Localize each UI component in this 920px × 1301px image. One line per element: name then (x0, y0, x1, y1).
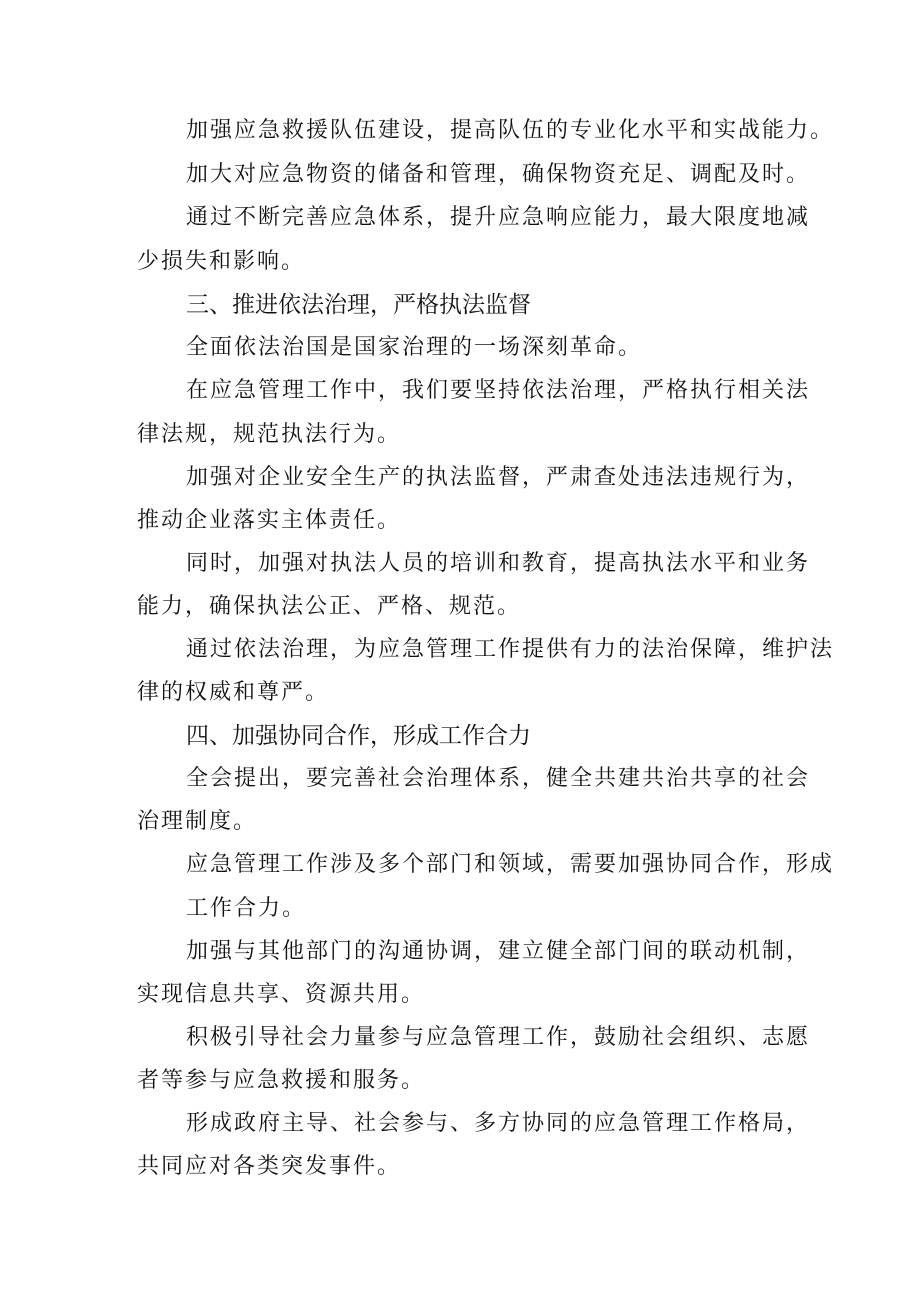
paragraph-line: 全会提出，要完善社会治理体系，健全共建共治共享的社会 (186, 766, 811, 791)
paragraph-line: 积极引导社会力量参与应急管理工作，鼓励社会组织、志愿 (186, 1025, 811, 1050)
paragraph-line: 通过不断完善应急体系，提升应急响应能力，最大限度地减 (186, 205, 811, 230)
section-heading-3: 三、推进依法治理，严格执法监督 (186, 292, 531, 318)
paragraph-line: 律的权威和尊严。 (137, 680, 330, 705)
paragraph-line: 治理制度。 (137, 809, 258, 834)
paragraph-line: 通过依法治理，为应急管理工作提供有力的法治保障，维护法 (186, 637, 835, 662)
paragraph-line: 实现信息共享、资源共用。 (137, 982, 426, 1007)
paragraph-line: 同时，加强对执法人员的培训和教育，提高执法水平和业务 (186, 551, 811, 576)
paragraph-line: 在应急管理工作中，我们要坚持依法治理，严格执行相关法 (186, 378, 811, 403)
paragraph-line: 应急管理工作涉及多个部门和领域，需要加强协同合作，形成 (186, 852, 835, 877)
paragraph-line: 共同应对各类突发事件。 (137, 1154, 402, 1179)
paragraph-line: 形成政府主导、社会参与、多方协同的应急管理工作格局， (186, 1111, 811, 1136)
paragraph-line: 律法规，规范执法行为。 (137, 422, 402, 447)
paragraph-line: 者等参与应急救援和服务。 (137, 1068, 426, 1093)
paragraph-line: 加强应急救援队伍建设，提高队伍的专业化水平和实战能力。 (186, 118, 835, 143)
paragraph-line: 全面依法治国是国家治理的一场深刻革命。 (186, 335, 643, 360)
paragraph-line: 加大对应急物资的储备和管理，确保物资充足、调配及时。 (186, 162, 811, 187)
paragraph-line: 工作合力。 (186, 896, 307, 921)
paragraph-line: 推动企业落实主体责任。 (137, 508, 402, 533)
section-heading-4: 四、加强协同合作，形成工作合力 (186, 723, 531, 749)
paragraph-line: 能力，确保执法公正、严格、规范。 (137, 594, 522, 619)
paragraph-line: 加强对企业安全生产的执法监督，严肃查处违法违规行为， (186, 465, 811, 490)
paragraph-line: 加强与其他部门的沟通协调，建立健全部门间的联动机制， (186, 939, 811, 964)
paragraph-line: 少损失和影响。 (137, 249, 306, 274)
